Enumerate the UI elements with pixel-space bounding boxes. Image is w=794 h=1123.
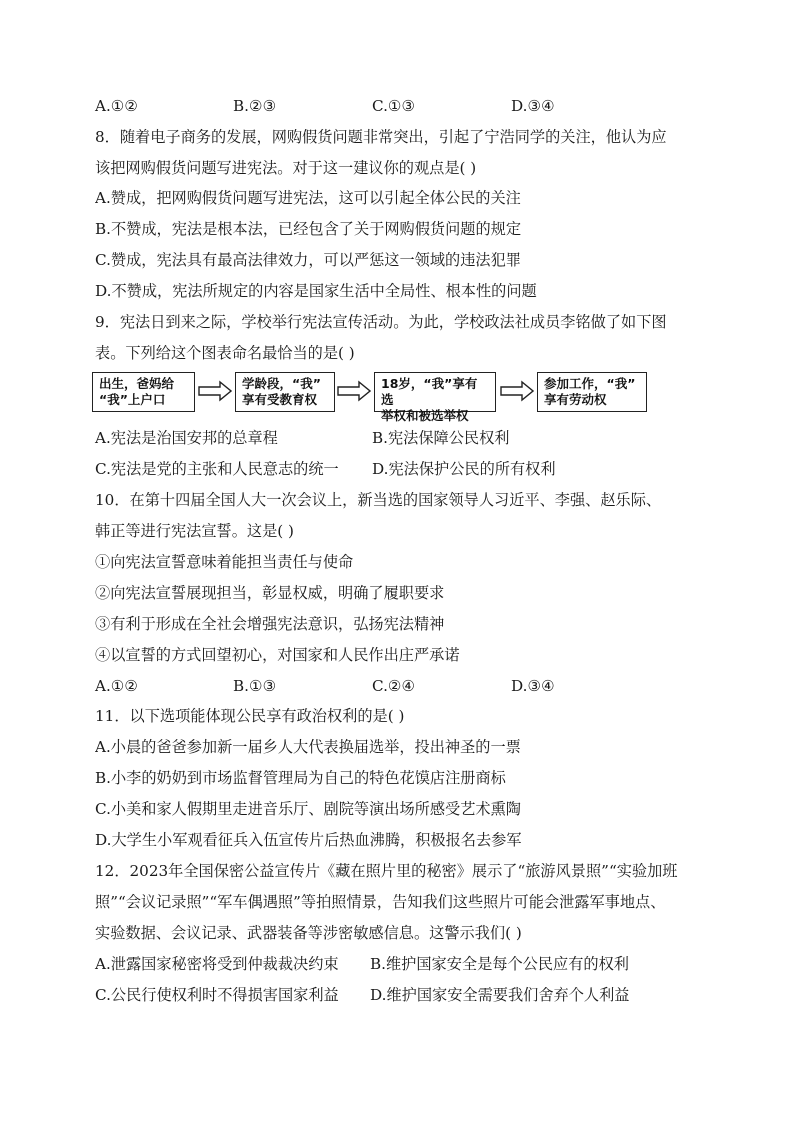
q10-item-3: ③有利于形成在全社会增强宪法意识，弘扬宪法精神	[95, 615, 445, 633]
q10-option-d[interactable]: D.③④	[511, 677, 555, 695]
q12-options-row-1	[95, 952, 715, 976]
q10-option-b[interactable]: B.①③	[233, 677, 277, 695]
flow-arrow-icon	[500, 380, 534, 402]
flow-arrow-icon	[337, 380, 371, 402]
flow-box-school	[235, 372, 335, 412]
q12-option-b[interactable]: B.维护国家安全是每个公民应有的权利	[370, 955, 629, 973]
flow-box-birth	[92, 372, 195, 412]
q12-stem-line-3: 实验数据、会议记录、武器装备等涉密敏感信息。这警示我们( )	[95, 924, 522, 942]
q8-option-b[interactable]: B.不赞成，宪法是根本法，已经包含了关于网购假货问题的规定	[95, 220, 522, 238]
q9-options-row-2	[95, 457, 715, 481]
q12-stem-line-2: 照”“会议记录照”“军车偶遇照”等拍照情景，告知我们这些照片可能会泄露军事地点、	[95, 893, 666, 911]
q9-option-c[interactable]: C.宪法是党的主张和人民意志的统一	[95, 460, 339, 478]
q10-stem-line-1: 10．在第十四届全国人大一次会议上，新当选的国家领导人习近平、李强、赵乐际、	[95, 491, 662, 509]
flow-box-work	[537, 372, 647, 412]
q9-flow-chart	[92, 372, 652, 423]
q8-option-c[interactable]: C.赞成，宪法具有最高法律效力，可以严惩这一领域的违法犯罪	[95, 251, 521, 269]
q12-options-row-2	[95, 983, 715, 1007]
q10-item-2: ②向宪法宣誓展现担当，彰显权威，明确了履职要求	[95, 584, 445, 602]
q9-option-d[interactable]: D.宪法保护公民的所有权利	[372, 460, 556, 478]
q9-stem-line-1: 9．宪法日到来之际，学校举行宪法宣传活动。为此，学校政法社成员李铭做了如下图	[95, 313, 667, 331]
q7-option-a[interactable]: A.①②	[95, 97, 139, 115]
q11-option-b[interactable]: B.小李的奶奶到市场监督管理局为自己的特色花馍店注册商标	[95, 769, 506, 787]
q10-item-1: ①向宪法宣誓意味着能担当责任与使命	[95, 553, 354, 571]
flow-box-work-line-1: 参加工作，“我”	[544, 376, 636, 391]
q7-option-b[interactable]: B.②③	[233, 97, 277, 115]
q12-option-d[interactable]: D.维护国家安全需要我们舍弃个人利益	[370, 986, 630, 1004]
q12-stem-line-1: 12．2023年全国保密公益宣传片《藏在照片里的秘密》展示了“旅游风景照”“实验加班	[95, 862, 678, 880]
q10-item-4: ④以宣誓的方式回望初心，对国家和人民作出庄严承诺	[95, 646, 460, 664]
flow-box-birth-line-1: 出生，爸妈给	[99, 376, 175, 391]
flow-box-school-line-1: 学龄段，“我”	[242, 376, 321, 391]
q12-option-a[interactable]: A.泄露国家秘密将受到仲裁裁决约束	[95, 955, 339, 973]
q10-option-a[interactable]: A.①②	[95, 677, 139, 695]
flow-box-work-line-2: 享有劳动权	[544, 392, 607, 407]
q11-stem: 11．以下选项能体现公民享有政治权利的是( )	[95, 707, 405, 725]
flow-box-18	[374, 372, 496, 423]
q8-option-a[interactable]: A.赞成，把网购假货问题写进宪法，这可以引起全体公民的关注	[95, 189, 521, 207]
q7-options	[95, 94, 715, 118]
q7-option-c[interactable]: C.①③	[372, 97, 416, 115]
q10-stem-line-2: 韩正等进行宪法宣誓。这是( )	[95, 522, 294, 540]
flow-arrow-icon	[198, 380, 232, 402]
q9-option-a[interactable]: A.宪法是治国安邦的总章程	[95, 429, 278, 447]
q8-stem-line-2: 该把网购假货问题写进宪法。对于这一建议你的观点是( )	[95, 159, 477, 177]
q7-option-d[interactable]: D.③④	[511, 97, 555, 115]
q11-option-d[interactable]: D.大学生小军观看征兵入伍宣传片后热血沸腾，积极报名去参军	[95, 831, 522, 849]
q8-stem-line-1: 8．随着电子商务的发展，网购假货问题非常突出，引起了宁浩同学的关注，他认为应	[95, 128, 667, 146]
q12-option-c[interactable]: C.公民行使权利时不得损害国家利益	[95, 986, 339, 1004]
flow-box-18-line-2: 举权和被选举权	[381, 408, 469, 423]
q9-stem-line-2: 表。下列给这个图表命名最恰当的是( )	[95, 344, 355, 362]
q10-options	[95, 674, 715, 698]
flow-box-birth-line-2: “我”上户口	[99, 392, 166, 407]
q9-options-row-1	[95, 426, 715, 450]
q9-option-b[interactable]: B.宪法保障公民权利	[372, 429, 510, 447]
flow-box-18-line-1: 18岁，“我”享有选	[381, 376, 478, 407]
q8-option-d[interactable]: D.不赞成，宪法所规定的内容是国家生活中全局性、根本性的问题	[95, 282, 537, 300]
q11-option-c[interactable]: C.小美和家人假期里走进音乐厅、剧院等演出场所感受艺术熏陶	[95, 800, 521, 818]
q10-option-c[interactable]: C.②④	[372, 677, 416, 695]
flow-box-school-line-2: 享有受教育权	[242, 392, 318, 407]
q11-option-a[interactable]: A.小晨的爸爸参加新一届乡人大代表换届选举，投出神圣的一票	[95, 738, 521, 756]
